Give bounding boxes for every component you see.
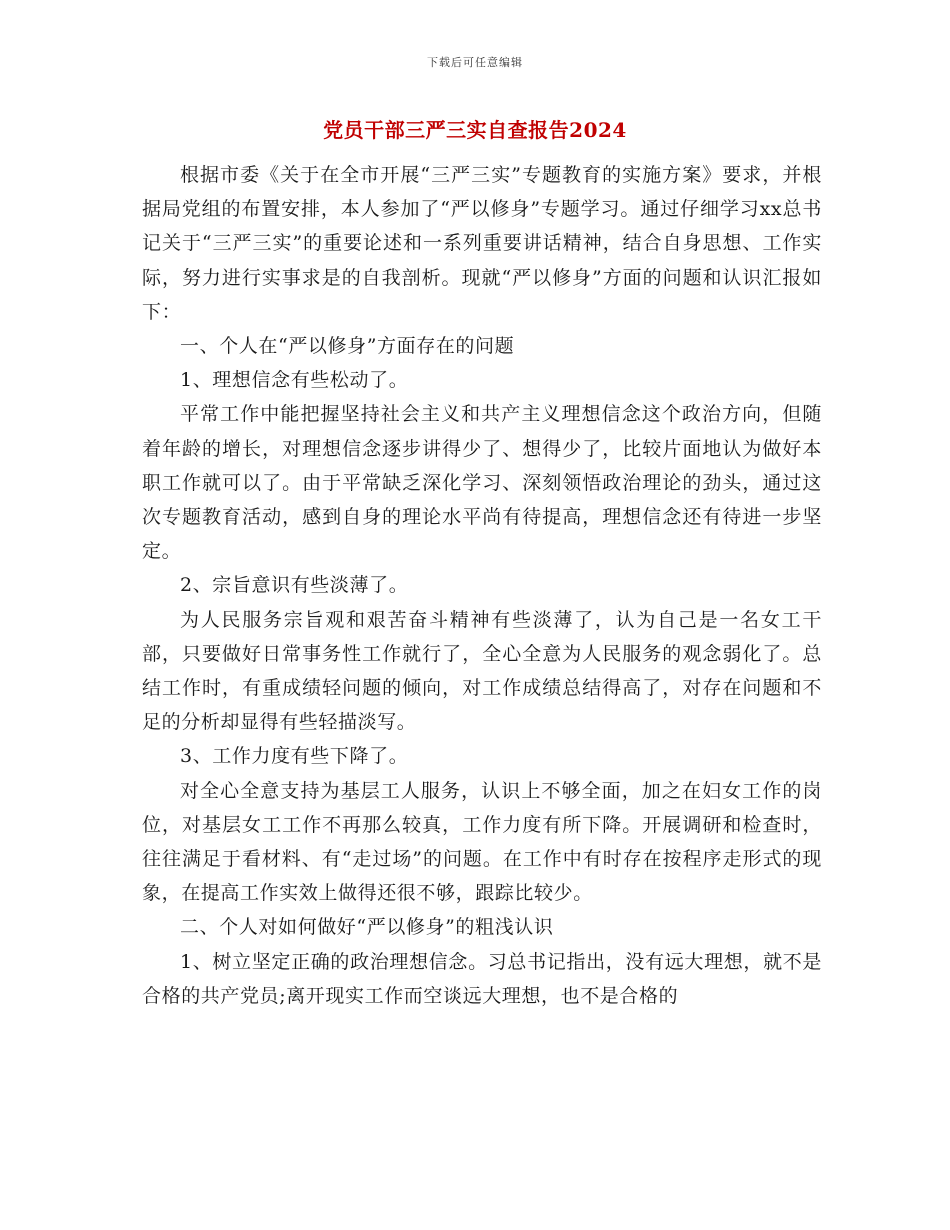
subheading-1-2: 2、宗旨意识有些淡薄了。 <box>180 574 409 597</box>
paragraph-1-3: 对全心全意支持为基层工人服务，认识上不够全面，加之在妇女工作的岗位，对基层女工工作不再那么较真，工作力度有所下降。开展调研和检查时，往往满足于看材料、有“走过场”的问题。在工作中有时存在按程序走形式的现象，在提高工作实效上做得还很不够，跟踪比较少。 <box>142 779 822 905</box>
paragraph-2-1: 1、树立坚定正确的政治理想信念。习总书记指出，没有远大理想，就不是合格的共产党员;离开现实工作而空谈远大理想，也不是合格的 <box>142 950 822 1007</box>
section-heading-2: 二、个人对如何做好“严以修身”的粗浅认识 <box>180 916 554 939</box>
paragraph-1-2: 为人民服务宗旨观和艰苦奋斗精神有些淡薄了，认为自己是一名女工干部，只要做好日常事务性工作就行了，全心全意为人民服务的观念弱化了。总结工作时，有重成绩轻问题的倾向，对工作成绩总结得高了，对存在问题和不足的分析却显得有些轻描淡写。 <box>142 608 822 734</box>
header-note: 下载后可任意编辑 <box>427 56 523 69</box>
section-heading-1: 一、个人在“严以修身”方面存在的问题 <box>180 335 515 358</box>
document-body <box>142 158 822 1013</box>
subheading-1-3: 3、工作力度有些下降了。 <box>180 745 409 768</box>
paragraph-intro: 根据市委《关于在全市开展“三严三实”专题教育的实施方案》要求，并根据局党组的布置安排，本人参加了“严以修身”专题学习。通过仔细学习xx总书记关于“三严三实”的重要论述和一系列重要讲话精神，结合自身思想、工作实际，努力进行实事求是的自我剖析。现就“严以修身”方面的问题和认识汇报如下： <box>142 164 822 323</box>
paragraph-1-1: 平常工作中能把握坚持社会主义和共产主义理想信念这个政治方向，但随着年龄的增长，对理想信念逐步讲得少了、想得少了，比较片面地认为做好本职工作就可以了。由于平常缺乏深化学习、深刻领悟政治理论的劲头，通过这次专题教育活动，感到自身的理论水平尚有待提高，理想信念还有待进一步坚定。 <box>142 403 822 563</box>
subheading-1-1: 1、理想信念有些松动了。 <box>180 369 409 392</box>
page-title: 党员干部三严三实自查报告2024 <box>323 118 627 142</box>
